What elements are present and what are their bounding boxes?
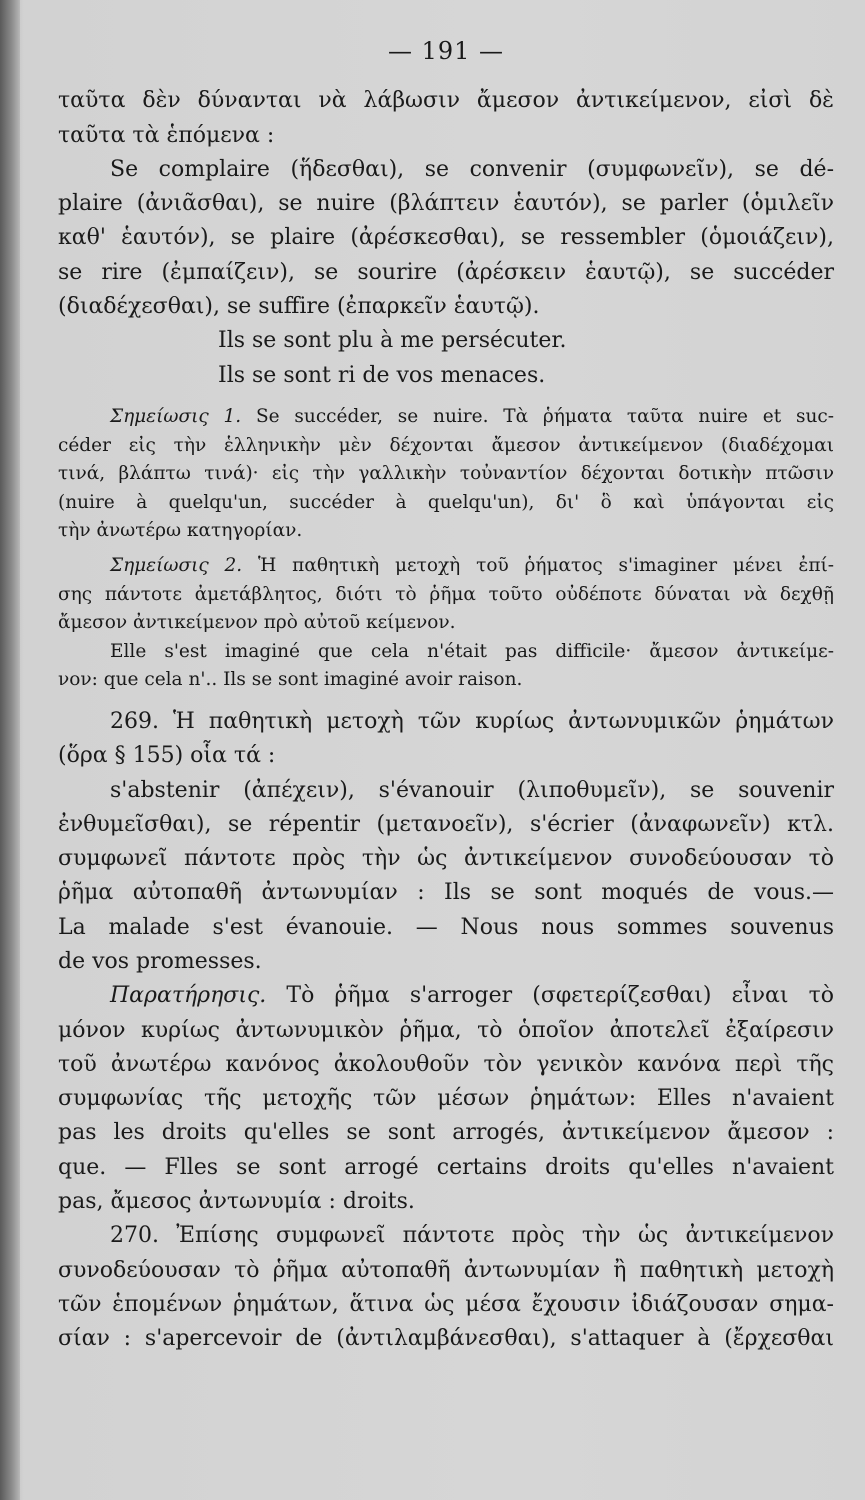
page-text	[58, 34, 834, 1357]
text-line: ῥῆμα αὐτοπαθῆ ἀντωνυμίαν : Ils se sont moqués de vous.—	[58, 880, 834, 906]
remark-text: Τὸ ῥῆμα s'arroger (σφετερίζεσθαι) εἶναι τὸ	[286, 983, 834, 1009]
text-line: συνοδεύουσαν τὸ ῥῆμα αὐτοπαθῆ ἀντωνυμίαν ἢ παθητικὴ μετοχὴ	[58, 1257, 834, 1283]
text-line: céder εἰς τὴν ἑλληνικὴν μὲν δέχονται ἄμεσον ἀντικείμενον (διαδέχομαι	[58, 434, 834, 456]
text-line: (ὅρα § 155) οἷα τά :	[58, 743, 276, 769]
remark-label: Παρατήρησις.	[110, 983, 267, 1009]
text-line: s'abstenir (ἀπέχειν), s'évanouir (λιποθυμεῖν), se souvenir	[110, 777, 834, 803]
text-line: ταῦτα τὰ ἑπόμενα :	[58, 122, 275, 148]
paratirisis	[58, 979, 834, 1219]
text-line: pas, ἄμεσος ἀντωνυμία : droits.	[58, 1189, 415, 1215]
text-line: συμφωνεῖ πάντοτε πρὸς τὴν ὡς ἀντικείμενον συνοδεύουσαν τὸ	[58, 846, 834, 872]
note-text: Ἡ παθητικὴ μετοχὴ τοῦ ῥήματος s'imaginer μένει ἐπί-	[258, 554, 834, 576]
text-line	[58, 403, 834, 432]
example-line: Ils se sont plu à me persécuter.	[218, 328, 567, 354]
text-line: ἄμεσον ἀντικείμενον πρὸ αὐτοῦ κείμενον.	[58, 612, 456, 634]
text-line: ἐνθυμεῖσθαι), se répentir (μετανοεῖν), s'écrier (ἀναφωνεῖν) κτλ.	[58, 811, 834, 837]
text-line: σίαν : s'apercevoir de (ἀντιλαμβάνεσθαι), s'attaquer à (ἔρχεσθαι	[58, 1326, 834, 1352]
text-line: μόνον κυρίως ἀντωνυμικὸν ῥῆμα, τὸ ὁποῖον ἀποτελεῖ ἐξαίρεσιν	[58, 1017, 834, 1043]
note-label: Σημείωσις 1.	[110, 405, 242, 427]
text-line: τῶν ἑπομένων ῥημάτων, ἅτινα ὡς μέσα ἔχουσιν ἰδιάζουσαν σημα-	[58, 1291, 834, 1317]
text-line: συμφωνίας τῆς μετοχῆς τῶν μέσων ῥημάτων: Elles n'avaient	[58, 1086, 834, 1112]
text-line: καθ' ἑαυτόν), se plaire (ἀρέσκεσθαι), se ressembler (ὁμοιάζειν),	[58, 225, 834, 251]
section-269	[58, 705, 834, 979]
text-line: (διαδέχεσθαι), se suffire (ἐπαρκεῖν ἑαυτῷ).	[58, 294, 540, 320]
note-label: Σημείωσις 2.	[110, 554, 243, 576]
text-line: La malade s'est évanouie. — Nous nous sommes souvenus	[58, 914, 834, 940]
text-line: νον: que cela n'.. Ils se sont imaginé avoir raison.	[58, 669, 523, 691]
note-2	[58, 552, 834, 695]
note-1	[58, 403, 834, 546]
text-line: se rire (ἐμπαίζειν), se sourire (ἀρέσκειν ἑαυτῷ), se succéder	[58, 259, 834, 285]
text-line: τοῦ ἀνωτέρω κανόνος ἀκολουθοῦν τὸν γενικὸν κανόνα περὶ τῆς	[58, 1051, 834, 1077]
text-line	[58, 552, 834, 581]
section-270	[58, 1219, 834, 1356]
text-line: 269. Ἡ παθητικὴ μετοχὴ τῶν κυρίως ἀντωνυμικῶν ῥημάτων	[110, 708, 834, 734]
text-line: pas les droits qu'elles se sont arrogés, ἀντικείμενον ἄμεσον :	[58, 1120, 834, 1146]
text-line: de vos promesses.	[58, 948, 262, 974]
text-line	[58, 979, 834, 1013]
text-line: τὴν ἀνωτέρω κατηγορίαν.	[58, 520, 303, 542]
page-number: — 191 —	[387, 37, 505, 65]
text-line: ταῦτα δὲν δύνανται νὰ λάβωσιν ἄμεσον ἀντικείμενον, εἰσὶ δὲ	[58, 88, 834, 114]
text-line: plaire (ἀνιᾶσθαι), se nuire (βλάπτειν ἑαυτόν), se parler (ὁμιλεῖν	[58, 191, 834, 217]
note-text: Se succéder, se nuire. Τὰ ῥήματα ταῦτα nuire et suc-	[255, 405, 834, 427]
text-line: Se complaire (ἥδεσθαι), se convenir (συμφωνεῖν), se dé-	[110, 156, 834, 182]
text-line: Elle s'est imaginé que cela n'était pas difficile· ἄμεσον ἀντικείμε-	[110, 640, 834, 662]
text-line: (nuire à quelqu'un, succéder à quelqu'un), δι' ὃ καὶ ὑπάγονται εἰς	[58, 491, 834, 513]
text-line: σης πάντοτε ἀμετάβλητος, διότι τὸ ῥῆμα τοῦτο οὐδέποτε δύναται νὰ δεχθῇ	[58, 583, 834, 605]
text-line: τινά, βλάπτω τινά)· εἰς τὴν γαλλικὴν τοὐναντίον δέχονται δοτικὴν πτῶσιν	[58, 463, 834, 485]
book-spine-shadow	[0, 0, 20, 1500]
example-line: Ils se sont ri de vos menaces.	[218, 362, 546, 388]
text-line: 270. Ἐπίσης συμφωνεῖ πάντοτε πρὸς τὴν ὡς ἀντικείμενον	[110, 1223, 834, 1249]
text-line: que. — Flles se sont arrogé certains droits qu'elles n'avaient	[58, 1154, 834, 1180]
